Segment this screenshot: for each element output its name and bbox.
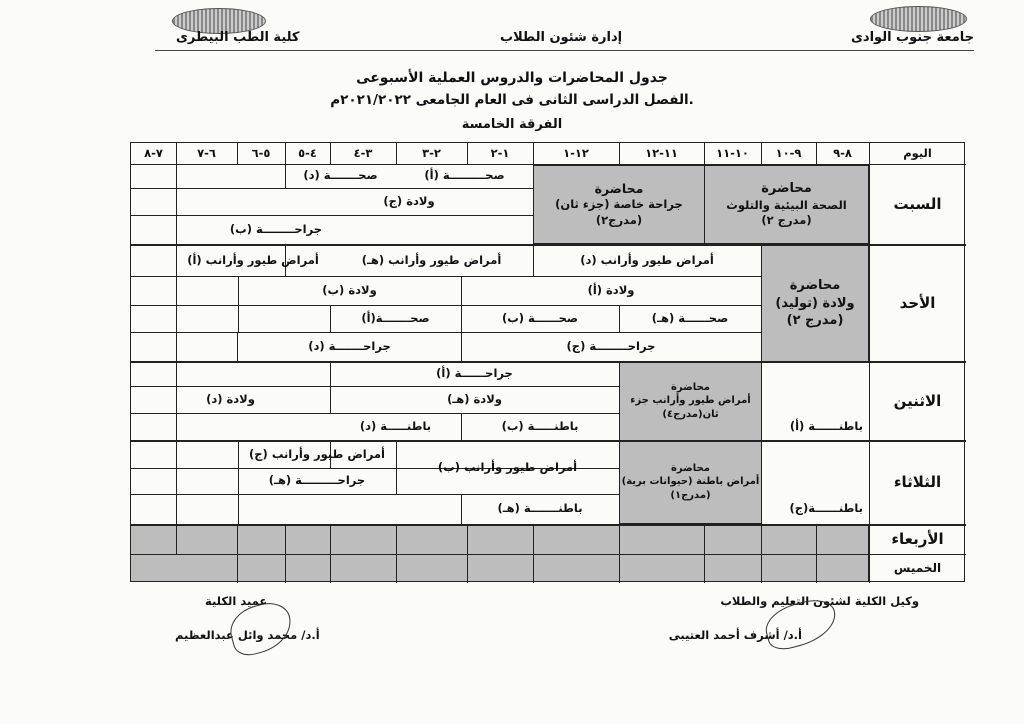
day-wednesday: الأربعاء <box>891 530 944 549</box>
monday-obstetrics-d: ولادة (د) <box>206 391 255 406</box>
saturday-lecture-environment: محاضرة الصحة البيئية والتلوث (مدرج ٢) <box>704 165 869 244</box>
monday-internal-b: باطنـــــة (ب) <box>501 418 579 433</box>
sunday-surgery-j: جراحــــــــة (ج) <box>566 338 656 353</box>
vice-dean-title: وكيل الكلية لشئون التعليم والطلاب <box>720 594 919 608</box>
day-sunday: الأحد <box>899 293 936 312</box>
time-slot: ٣-٤ <box>353 145 373 160</box>
time-slot: ٦-٧ <box>197 145 216 160</box>
sunday-lecture-obstetrics: محاضرة ولادة (توليد) (مدرج ٢) <box>761 245 869 362</box>
sunday-surgery-d: جراحـــــــة (د) <box>308 338 391 353</box>
sunday-birds-a: أمراض طيور وأرانب (أ) <box>187 252 319 267</box>
sunday-health-b: صحــــــة (ب) <box>501 310 579 325</box>
schedule-title: جدول المحاضرات والدروس العملية الأسبوعى <box>356 70 668 86</box>
day-saturday: السبت <box>893 195 942 214</box>
tuesday-birds-j: أمراض طيور وأرانب (ج) <box>249 446 385 461</box>
monday-internal-d: باطنـــــة (د) <box>359 418 432 433</box>
sunday-birds-h: أمراض طيور وأرانب (هـ) <box>361 252 502 267</box>
tuesday-internal-h: باطنـــــــة (هـ) <box>497 501 583 516</box>
schedule-table <box>130 142 965 582</box>
time-slot: ٥-٦ <box>251 145 271 160</box>
time-slot: ٢-٣ <box>422 145 441 160</box>
header-divider <box>155 50 974 51</box>
day-tuesday: الثلاثاء <box>893 473 942 492</box>
year-title: الفرقة الخامسة <box>461 117 563 132</box>
time-slot: ٨-٩ <box>833 145 852 160</box>
sunday-obstetrics-a: ولادة (أ) <box>587 282 635 297</box>
time-slot: ١١-١٢ <box>645 145 678 160</box>
saturday-health-d: صحـــــــة (د) <box>303 168 378 183</box>
time-slot: ١-٢ <box>490 145 510 160</box>
time-slot: ٧-٨ <box>144 145 163 160</box>
university-logo <box>870 6 967 32</box>
time-slot: ١٠-١١ <box>716 145 749 160</box>
sunday-birds-d: أمراض طيور وأرانب (د) <box>580 252 714 267</box>
tuesday-internal-j: باطنــــــة(ج) <box>789 501 863 516</box>
saturday-obstetrics-j: ولادة (ج) <box>383 193 435 208</box>
sunday-health-a: صحـــــــة(أ) <box>361 310 430 325</box>
department-name: إدارة شئون الطلاب <box>500 30 623 45</box>
thursday-row <box>131 554 869 581</box>
saturday-health-a: صحـــــــــة (أ) <box>424 168 505 183</box>
vice-dean-name: أ.د/ أشرف أحمد العتيبى <box>668 628 802 642</box>
time-slot: ١٢-١ <box>563 145 589 160</box>
monday-lecture-birds: محاضرة أمراض طيور وأرانب جزء ثان(مدرج٤) <box>619 361 762 441</box>
monday-obstetrics-h: ولادة (هـ) <box>447 391 502 406</box>
saturday-lecture-surgery: محاضرة جراحة خاصة (جزء ثان) (مدرج٢) <box>533 165 705 244</box>
time-slot: ٩-١٠ <box>775 145 802 160</box>
sunday-health-h: صحــــــة (هـ) <box>651 310 729 325</box>
dean-name: أ.د/ محمد وائل عبدالعظيم <box>175 628 320 642</box>
semester-title: الفصل الدراسى الثانى فى العام الجامعى ٢٠٢١/٢٠٢٢م. <box>330 92 694 108</box>
faculty-name: كلية الطب البيطرى <box>176 30 300 45</box>
wednesday-row <box>131 524 869 555</box>
day-thursday: الخميس <box>893 561 942 576</box>
sunday-obstetrics-b: ولادة (ب) <box>322 282 377 297</box>
tuesday-lecture-internal: محاضرة أمراض باطنة (حيوانات برية) (مدرج١) <box>619 440 762 524</box>
dean-title: عميد الكلية <box>205 594 268 608</box>
tuesday-surgery-h: جراحـــــــــة (هـ) <box>268 473 366 488</box>
monday-internal-a: باطنــــــة (أ) <box>789 418 863 433</box>
tuesday-birds-b: أمراض طيور وأرانب (ب) <box>437 459 578 474</box>
university-name: جامعة جنوب الوادى <box>851 30 974 45</box>
saturday-surgery-b: جراحــــــــة (ب) <box>229 221 323 236</box>
day-monday: الاثنين <box>893 391 942 410</box>
day-column-header: اليوم <box>903 145 932 160</box>
monday-surgery-a: جراحــــــة (أ) <box>436 366 513 381</box>
time-slot: ٤-٥ <box>298 145 317 160</box>
